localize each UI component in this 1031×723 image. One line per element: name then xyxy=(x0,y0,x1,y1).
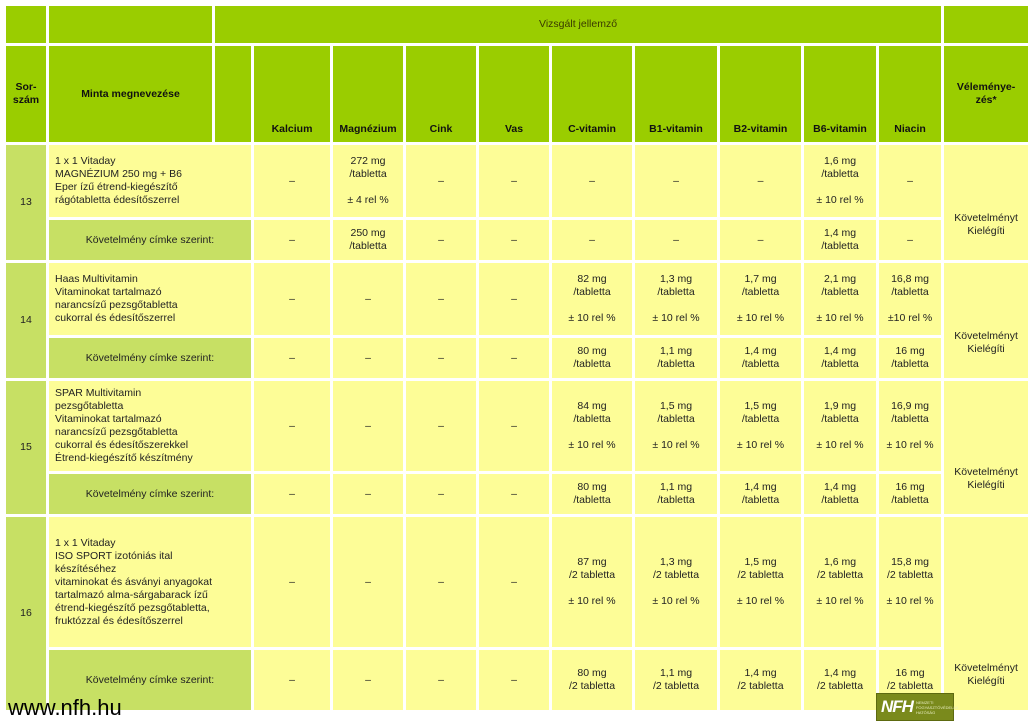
footer-url[interactable]: www.nfh.hu xyxy=(8,695,122,720)
requirement-label: Követelmény címke szerint: xyxy=(49,650,251,710)
logo-text: NFH xyxy=(881,697,913,716)
row-number: 14 xyxy=(6,263,46,378)
required-value: 16 mg /2 tabletta xyxy=(879,650,941,710)
empty-dash: – xyxy=(333,474,403,514)
empty-dash: – xyxy=(406,381,476,471)
header-spacer xyxy=(944,6,1028,43)
empty-dash: – xyxy=(635,145,717,217)
empty-dash: – xyxy=(333,381,403,471)
measured-value: 1,9 mg /tabletta ± 10 rel % xyxy=(804,381,876,471)
header-col: Cink xyxy=(406,46,476,142)
empty-dash: – xyxy=(254,650,330,710)
header-col: C-vitamin xyxy=(552,46,632,142)
row-number: 15 xyxy=(6,381,46,514)
header-spacer xyxy=(49,6,212,43)
empty-dash: – xyxy=(254,474,330,514)
empty-dash: – xyxy=(254,517,330,647)
required-value: 1,4 mg /2 tabletta xyxy=(720,650,801,710)
header-col: Niacin xyxy=(879,46,941,142)
empty-dash: – xyxy=(552,145,632,217)
header-velemeny: Véleménye- zés* xyxy=(944,46,1028,142)
empty-dash: – xyxy=(254,263,330,335)
measured-value: 1,5 mg /tabletta ± 10 rel % xyxy=(635,381,717,471)
measured-value: 82 mg /tabletta ± 10 rel % xyxy=(552,263,632,335)
row-number: 16 xyxy=(6,517,46,710)
required-value: 250 mg /tabletta xyxy=(333,220,403,260)
required-value: 16 mg /tabletta xyxy=(879,338,941,378)
verdict: Követelményt Kielégíti xyxy=(944,517,1028,710)
required-value: 1,4 mg /tabletta xyxy=(804,220,876,260)
required-value: 80 mg /2 tabletta xyxy=(552,650,632,710)
required-value: 1,4 mg /tabletta xyxy=(720,474,801,514)
requirement-label: Követelmény címke szerint: xyxy=(49,338,251,378)
header-col: Vas xyxy=(479,46,549,142)
header-col: Kalcium xyxy=(254,46,330,142)
required-value: 1,1 mg /tabletta xyxy=(635,338,717,378)
measured-value: 1,3 mg /2 tabletta ± 10 rel % xyxy=(635,517,717,647)
empty-dash: – xyxy=(720,220,801,260)
empty-dash: – xyxy=(333,650,403,710)
header-col: Magnézium xyxy=(333,46,403,142)
empty-dash: – xyxy=(333,338,403,378)
verdict: Követelményt Kielégíti xyxy=(944,381,1028,514)
header-col: B1-vitamin xyxy=(635,46,717,142)
header-col: B6-vitamin xyxy=(804,46,876,142)
empty-dash: – xyxy=(720,145,801,217)
empty-dash: – xyxy=(406,145,476,217)
measured-value: 1,5 mg /2 tabletta ± 10 rel % xyxy=(720,517,801,647)
required-value: 16 mg /tabletta xyxy=(879,474,941,514)
header-sorszam: Sor- szám xyxy=(6,46,46,142)
measured-value: 1,3 mg /tabletta ± 10 rel % xyxy=(635,263,717,335)
measured-value: 16,8 mg /tabletta ±10 rel % xyxy=(879,263,941,335)
empty-dash: – xyxy=(479,263,549,335)
measured-value: 1,6 mg /2 tabletta ± 10 rel % xyxy=(804,517,876,647)
sample-name: Haas Multivitamin Vitaminokat tartalmazó narancsízű pezsgőtabletta cukorral és édesítőszerrel xyxy=(49,263,251,335)
empty-dash: – xyxy=(879,220,941,260)
measured-value: 16,9 mg /tabletta ± 10 rel % xyxy=(879,381,941,471)
verdict: Követelményt Kielégíti xyxy=(944,263,1028,378)
row-number: 13 xyxy=(6,145,46,260)
empty-dash: – xyxy=(406,263,476,335)
header-spacer xyxy=(215,46,251,142)
empty-dash: – xyxy=(552,220,632,260)
measured-value: 272 mg /tabletta ± 4 rel % xyxy=(333,145,403,217)
header-group-title: Vizsgált jellemző xyxy=(215,6,941,43)
empty-dash: – xyxy=(333,263,403,335)
required-value: 1,4 mg /tabletta xyxy=(804,474,876,514)
measured-value: 15,8 mg /2 tabletta ± 10 rel % xyxy=(879,517,941,647)
empty-dash: – xyxy=(479,650,549,710)
nfh-logo xyxy=(876,693,958,721)
sample-name: 1 x 1 Vitaday ISO SPORT izotóniás ital készítéséhez vitaminokat és ásványi anyagokat tartalmazó alma-sárgabarack ízű étrend-kiegészítő pezsgőtabletta, fruktózzal és édesítőszerrel xyxy=(49,517,251,647)
empty-dash: – xyxy=(333,517,403,647)
empty-dash: – xyxy=(479,338,549,378)
header-col: B2-vitamin xyxy=(720,46,801,142)
logo-small-text: NEMZETI FOGYASZTÓVÉDELMI HATÓSÁG xyxy=(915,699,958,715)
measured-value: 1,7 mg /tabletta ± 10 rel % xyxy=(720,263,801,335)
empty-dash: – xyxy=(254,381,330,471)
empty-dash: – xyxy=(406,338,476,378)
empty-dash: – xyxy=(635,220,717,260)
empty-dash: – xyxy=(479,474,549,514)
empty-dash: – xyxy=(479,145,549,217)
empty-dash: – xyxy=(254,338,330,378)
empty-dash: – xyxy=(879,145,941,217)
empty-dash: – xyxy=(254,220,330,260)
required-value: 1,1 mg /tabletta xyxy=(635,474,717,514)
empty-dash: – xyxy=(479,381,549,471)
required-value: 1,4 mg /2 tabletta xyxy=(804,650,876,710)
empty-dash: – xyxy=(254,145,330,217)
measured-value: 1,5 mg /tabletta ± 10 rel % xyxy=(720,381,801,471)
sample-name: SPAR Multivitamin pezsgőtabletta Vitaminokat tartalmazó narancsízű pezsgőtabletta cukorral és édesítőszerekkel Étrend-kiegészítő készítmény xyxy=(49,381,251,471)
required-value: 80 mg /tabletta xyxy=(552,338,632,378)
measured-value: 1,6 mg /tabletta ± 10 rel % xyxy=(804,145,876,217)
header-minta: Minta megnevezése xyxy=(49,46,212,142)
required-value: 1,1 mg /2 tabletta xyxy=(635,650,717,710)
empty-dash: – xyxy=(406,517,476,647)
measured-value: 84 mg /tabletta ± 10 rel % xyxy=(552,381,632,471)
measured-value: 87 mg /2 tabletta ± 10 rel % xyxy=(552,517,632,647)
empty-dash: – xyxy=(406,474,476,514)
empty-dash: – xyxy=(479,220,549,260)
header-spacer xyxy=(6,6,46,43)
verdict: Követelményt Kielégíti xyxy=(944,145,1028,260)
required-value: 1,4 mg /tabletta xyxy=(804,338,876,378)
results-table xyxy=(3,3,1031,713)
requirement-label: Követelmény címke szerint: xyxy=(49,474,251,514)
empty-dash: – xyxy=(406,650,476,710)
empty-dash: – xyxy=(406,220,476,260)
sample-name: 1 x 1 Vitaday MAGNÉZIUM 250 mg + B6 Eper ízű étrend-kiegészítő rágótabletta édesítőszerrel xyxy=(49,145,251,217)
empty-dash: – xyxy=(479,517,549,647)
requirement-label: Követelmény címke szerint: xyxy=(49,220,251,260)
measured-value: 2,1 mg /tabletta ± 10 rel % xyxy=(804,263,876,335)
required-value: 80 mg /tabletta xyxy=(552,474,632,514)
required-value: 1,4 mg /tabletta xyxy=(720,338,801,378)
